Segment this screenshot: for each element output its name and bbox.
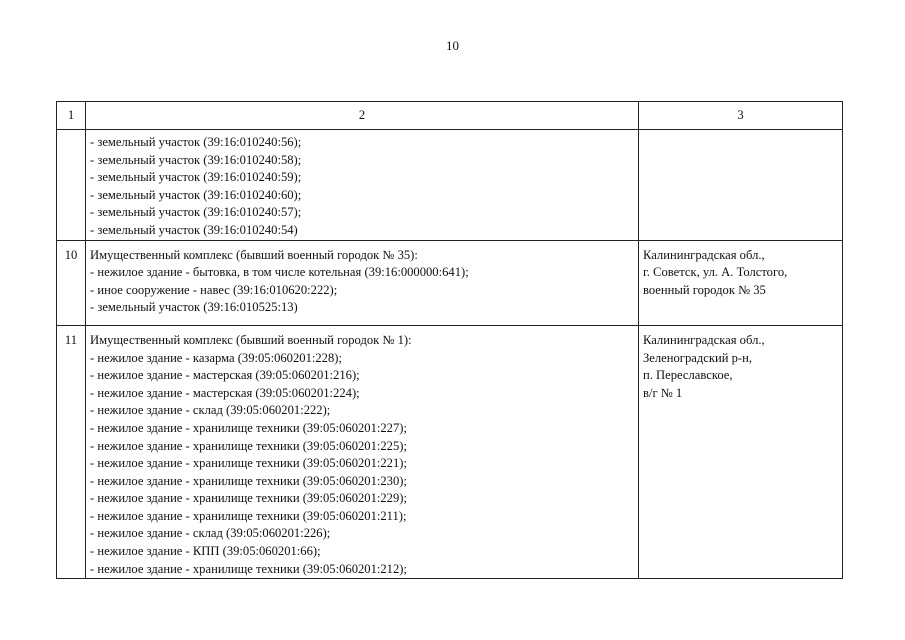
property-table — [56, 101, 843, 579]
row-number — [57, 130, 86, 241]
table-row — [57, 130, 843, 241]
address-line: Калининградская обл., — [643, 247, 765, 262]
row-number: 11 — [57, 325, 86, 578]
description-line: - земельный участок (39:16:010525:13) — [90, 300, 298, 315]
address-line: п. Переславское, — [643, 368, 733, 383]
description-line: - нежилое здание - казарма (39:05:060201:228); — [90, 350, 342, 365]
page-number: 10 — [446, 38, 459, 53]
description-line: - нежилое здание - КПП (39:05:060201:66); — [90, 544, 321, 559]
description-line: - нежилое здание - склад (39:05:060201:226); — [90, 526, 331, 541]
column-header-1: 1 — [57, 102, 86, 130]
column-header-3: 3 — [639, 102, 843, 130]
row-address — [639, 325, 843, 578]
column-header-2: 2 — [86, 102, 639, 130]
row-description — [86, 240, 639, 325]
address-line: Калининградская обл., — [643, 332, 765, 347]
description-line: - земельный участок (39:16:010240:58); — [90, 152, 302, 167]
address-line: Зеленоградский р-н, — [643, 350, 752, 365]
description-line: - земельный участок (39:16:010240:54) — [90, 222, 298, 237]
description-line: - земельный участок (39:16:010240:56); — [90, 135, 302, 149]
description-line: Имущественный комплекс (бывший военный городок № 35): — [90, 247, 418, 262]
row-description — [86, 130, 639, 241]
description-line: - нежилое здание - хранилище техники (39:05:060201:229); — [90, 491, 407, 506]
description-line: - нежилое здание - хранилище техники (39:05:060201:221); — [90, 456, 407, 471]
description-line: - нежилое здание - хранилище техники (39:05:060201:227); — [90, 420, 407, 435]
row-description — [86, 325, 639, 578]
address-line: военный городок № 35 — [643, 282, 766, 297]
description-line: - нежилое здание - мастерская (39:05:060201:224); — [90, 385, 360, 400]
description-line: - нежилое здание - бытовка, в том числе котельная (39:16:000000:641); — [90, 265, 469, 280]
row-address — [639, 240, 843, 325]
description-line: Имущественный комплекс (бывший военный городок № 1): — [90, 332, 412, 347]
description-line: - нежилое здание - хранилище техники (39:05:060201:230); — [90, 473, 407, 488]
description-line: - земельный участок (39:16:010240:57); — [90, 205, 302, 220]
table-row — [57, 240, 843, 325]
description-line: - нежилое здание - хранилище техники (39:05:060201:225); — [90, 438, 407, 453]
description-line: - нежилое здание - хранилище техники (39:05:060201:212); — [90, 561, 407, 576]
description-line: - нежилое здание - склад (39:05:060201:222); — [90, 403, 331, 418]
address-line: в/г № 1 — [643, 385, 683, 400]
table-row — [57, 325, 843, 578]
table-header-row — [57, 102, 843, 130]
description-line: - земельный участок (39:16:010240:60); — [90, 187, 302, 202]
row-number: 10 — [57, 240, 86, 325]
description-line: - нежилое здание - хранилище техники (39:05:060201:211); — [90, 508, 407, 523]
description-line: - иное сооружение - навес (39:16:010620:222); — [90, 282, 338, 297]
address-line: г. Советск, ул. А. Толстого, — [643, 265, 788, 280]
row-address — [639, 130, 843, 241]
description-line: - земельный участок (39:16:010240:59); — [90, 170, 302, 185]
description-line: - нежилое здание - мастерская (39:05:060201:216); — [90, 368, 360, 383]
